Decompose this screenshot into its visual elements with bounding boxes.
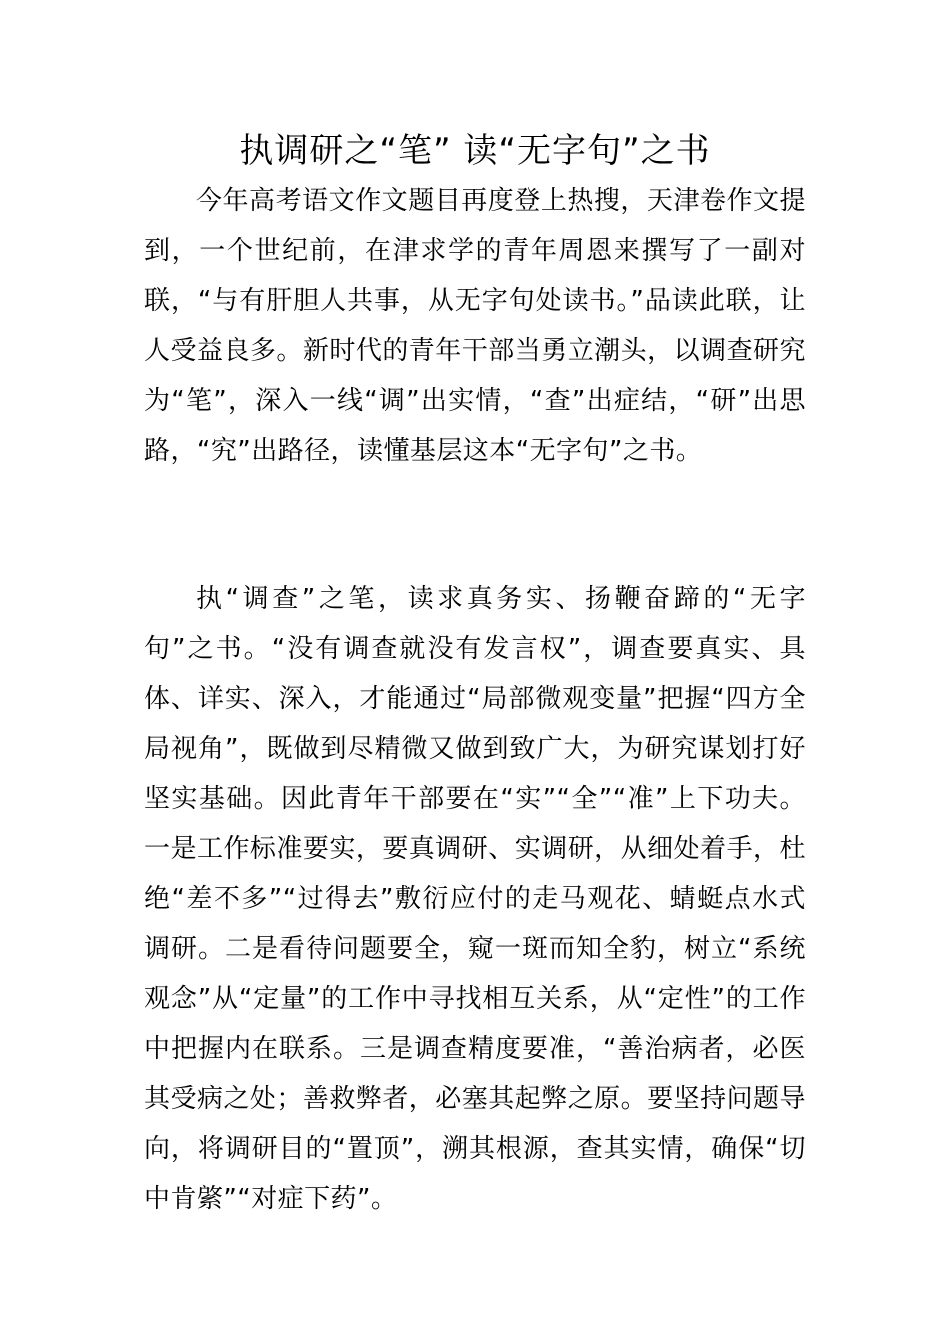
document-title: 执调研之“笔” 读“无字句”之书 [239, 131, 711, 171]
paragraph-intro: 今年高考语文作文题目再度登上热搜，天津卷作文提到，一个世纪前，在津求学的青年周恩来撰写了一副对联，“与有肝胆人共事，从无字句处读书。”品读此联，让人受益良多。新时代的青年干部当勇立潮头，以调查研究为“笔”，深入一线“调”出实情，“查”出症结，“研”出思路，“究”出路径，读懂基层这本“无字句”之书。 [144, 186, 806, 466]
paragraph-investigation: 执“调查”之笔，读求真务实、扬鞭奋蹄的“无字句”之书。“没有调查就没有发言权”，调查要真实、具体、详实、深入，才能通过“局部微观变量”把握“四方全局视角”，既做到尽精微又做到致广大，为研究谋划打好坚实基础。因此青年干部要在“实”“全”“准”上下功夫。一是工作标准要实，要真调研、实调研，从细处着手，杜绝“差不多”“过得去”敷衍应付的走马观花、蜻蜓点水式调研。二是看待问题要全，窥一斑而知全豹，树立“系统观念”从“定量”的工作中寻找相互关系，从“定性”的工作中把握内在联系。三是调查精度要准，“善治病者，必医其受病之处；善救弊者，必塞其起弊之原。要坚持问题导向，将调研目的“置顶”，溯其根源，查其实情，确保“切中肯綮”“对症下药”。 [144, 584, 806, 1214]
